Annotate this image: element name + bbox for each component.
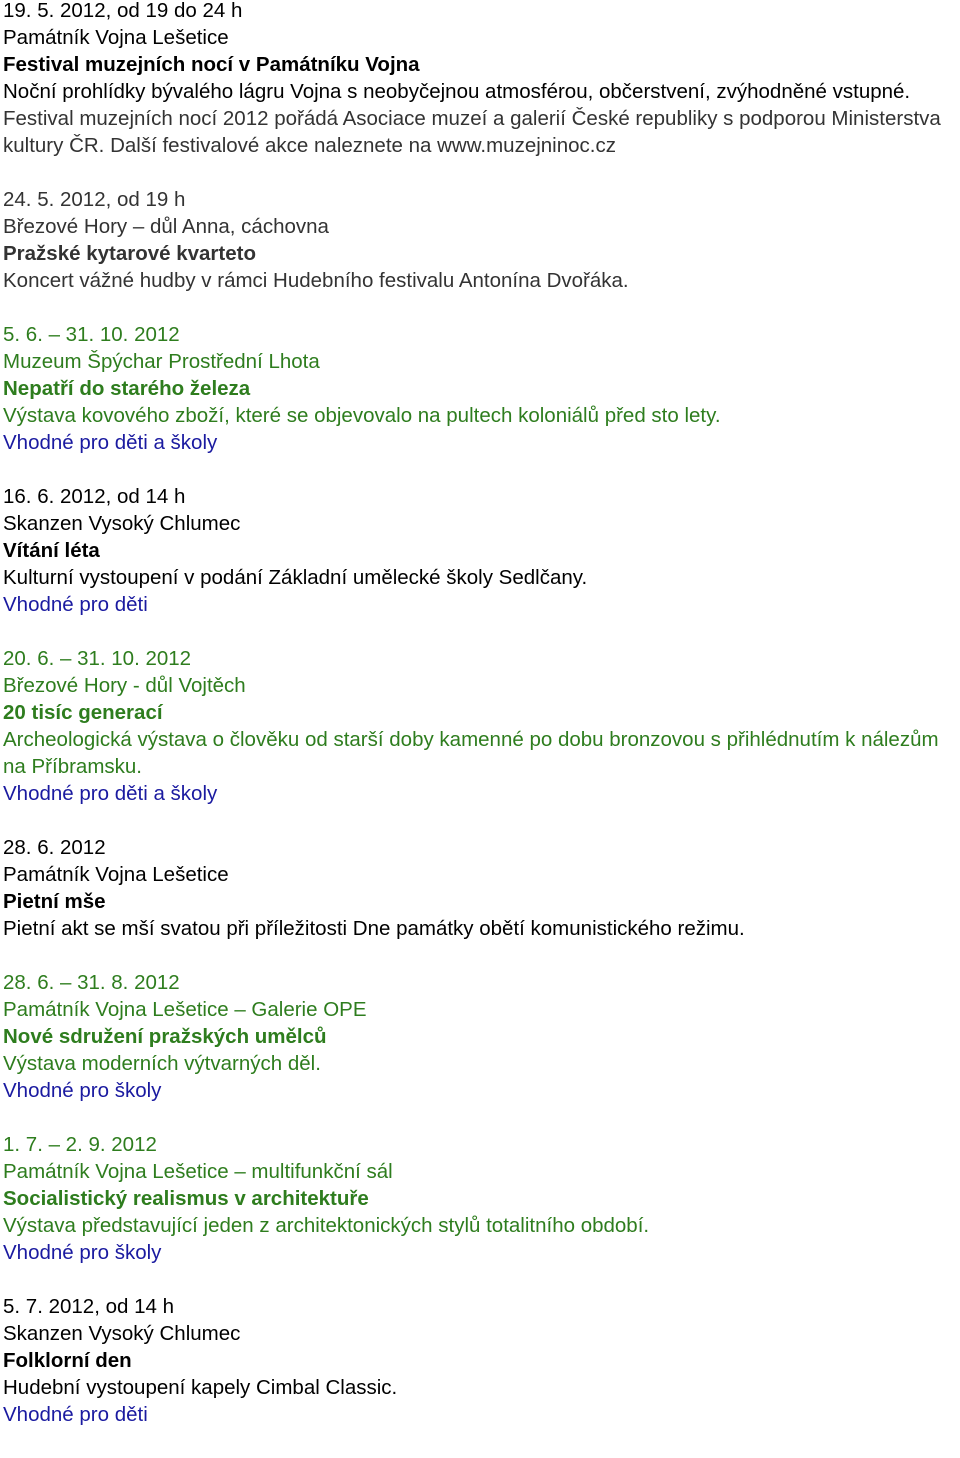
- event-2: [3, 186, 960, 294]
- event-place: Březové Hory - důl Vojtěch: [3, 674, 246, 697]
- event-date: 28. 6. 2012: [3, 836, 106, 859]
- event-description: Výstava představující jeden z architektonických stylů totalitního období.: [3, 1214, 650, 1237]
- event-description: Kulturní vystoupení v podání Základní umělecké školy Sedlčany.: [3, 566, 588, 589]
- event-place: Březové Hory – důl Anna, cáchovna: [3, 215, 329, 238]
- event-8: [3, 1131, 960, 1266]
- event-title: Nové sdružení pražských umělců: [3, 1025, 327, 1048]
- event-place: Skanzen Vysoký Chlumec: [3, 512, 241, 535]
- event-place: Památník Vojna Lešetice: [3, 26, 229, 49]
- event-place: Muzeum Špýchar Prostřední Lhota: [3, 350, 320, 373]
- event-description: Výstava kovového zboží, které se objevovalo na pultech koloniálů před sto lety.: [3, 404, 721, 427]
- event-description: Noční prohlídky bývalého lágru Vojna s neobyčejnou atmosférou, občerstvení, zvýhodněné vstupné.: [3, 80, 911, 103]
- event-suitability: Vhodné pro děti a školy: [3, 431, 218, 454]
- event-place: Skanzen Vysoký Chlumec: [3, 1322, 241, 1345]
- event-title: Folklorní den: [3, 1349, 132, 1372]
- event-description: Koncert vážné hudby v rámci Hudebního festivalu Antonína Dvořáka.: [3, 269, 629, 292]
- event-title: Pražské kytarové kvarteto: [3, 242, 256, 265]
- event-description: Výstava moderních výtvarných děl.: [3, 1052, 321, 1075]
- event-date: 20. 6. – 31. 10. 2012: [3, 647, 192, 670]
- event-title: Vítání léta: [3, 539, 100, 562]
- event-date: 28. 6. – 31. 8. 2012: [3, 971, 180, 994]
- event-3: [3, 321, 960, 456]
- event-description: Archeologická výstava o člověku od starší doby kamenné po dobu bronzovou s přihlédnutím k nálezům na Příbramsku.: [3, 728, 939, 778]
- event-place: Památník Vojna Lešetice – multifunkční sál: [3, 1160, 393, 1183]
- event-suitability: Vhodné pro školy: [3, 1241, 162, 1264]
- event-4: [3, 483, 960, 618]
- event-6: [3, 834, 960, 942]
- event-date: 1. 7. – 2. 9. 2012: [3, 1133, 157, 1156]
- event-note: Festival muzejních nocí 2012 pořádá Asociace muzeí a galerií České republiky s podporou Ministerstva kultury ČR. Další festivalové akce naleznete na www.muzejninoc.cz: [3, 107, 941, 157]
- event-suitability: Vhodné pro děti: [3, 1403, 148, 1426]
- event-date: 24. 5. 2012, od 19 h: [3, 188, 186, 211]
- event-title: 20 tisíc generací: [3, 701, 163, 724]
- event-suitability: Vhodné pro děti: [3, 593, 148, 616]
- event-place: Památník Vojna Lešetice: [3, 863, 229, 886]
- event-title: Festival muzejních nocí v Památníku Vojna: [3, 53, 420, 76]
- event-place: Památník Vojna Lešetice – Galerie OPE: [3, 998, 367, 1021]
- event-9: [3, 1293, 960, 1428]
- event-title: Nepatří do starého železa: [3, 377, 251, 400]
- event-title: Socialistický realismus v architektuře: [3, 1187, 369, 1210]
- event-suitability: Vhodné pro děti a školy: [3, 782, 218, 805]
- event-suitability: Vhodné pro školy: [3, 1079, 162, 1102]
- event-date: 5. 7. 2012, od 14 h: [3, 1295, 174, 1318]
- event-1: [3, 0, 960, 159]
- event-description: Pietní akt se mší svatou při příležitosti Dne památky obětí komunistického režimu.: [3, 917, 745, 940]
- event-description: Hudební vystoupení kapely Cimbal Classic.: [3, 1376, 398, 1399]
- event-5: [3, 645, 960, 807]
- event-date: 16. 6. 2012, od 14 h: [3, 485, 186, 508]
- event-date: 5. 6. – 31. 10. 2012: [3, 323, 180, 346]
- event-7: [3, 969, 960, 1104]
- event-title: Pietní mše: [3, 890, 106, 913]
- event-date: 19. 5. 2012, od 19 do 24 h: [3, 0, 243, 22]
